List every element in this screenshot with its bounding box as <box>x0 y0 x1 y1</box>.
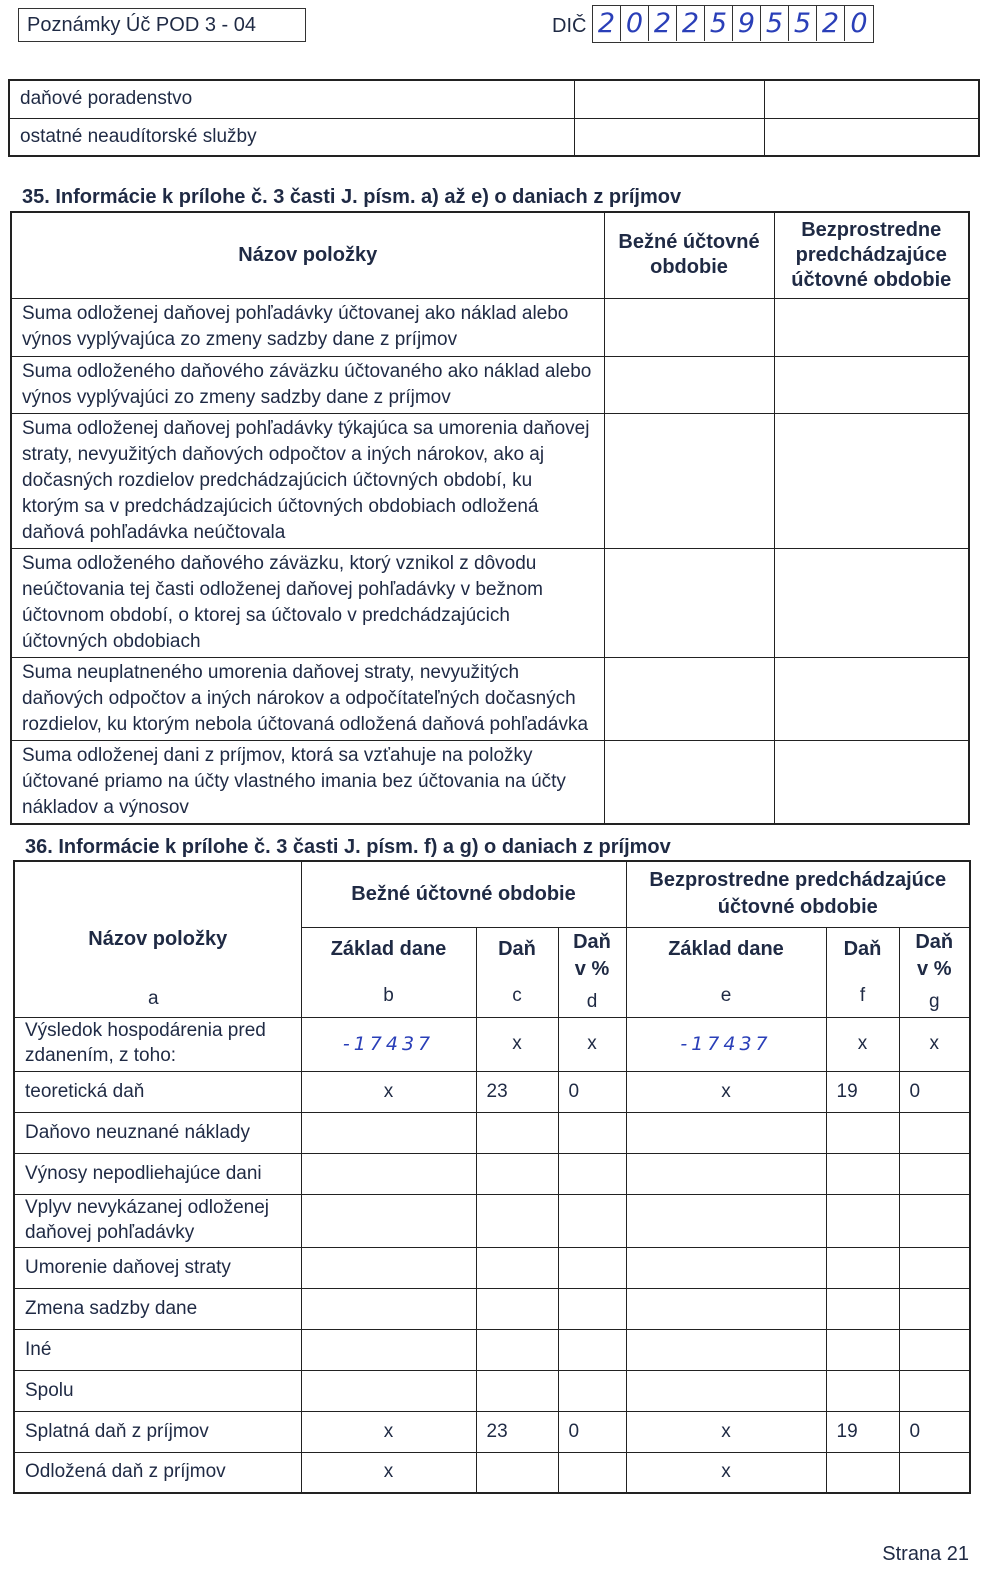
column-letter: d <box>586 991 598 1013</box>
subheader-label: Daň v % <box>915 931 954 981</box>
current-value-cell[interactable] <box>604 413 774 548</box>
base-current-cell[interactable] <box>301 1329 476 1370</box>
row-description: Suma odloženej daňovej pohľadávky týkajúca sa umorenia daňovej straty, nevyužitých daňových odpočtov a iných nárokov, ako aj dočasných rozdielov predchádzajúcich účtovných období, ku ktorým sa v predchádzajúcich účtovných obdobiach odložená daňová pohľadávka neúčtovala <box>11 413 604 548</box>
tax-pct-current-cell[interactable]: 0 <box>558 1411 626 1452</box>
row-description: Suma odloženej daňovej pohľadávky účtovanej ako náklad alebo výnos vyplývajúca zo zmeny sadzby dane z príjmov <box>11 298 604 356</box>
tax-current-cell[interactable] <box>476 1329 558 1370</box>
row-description: Suma odloženého daňového záväzku účtovaného ako náklad alebo výnos vyplývajúci zo zmeny sadzby dane z príjmov <box>11 356 604 413</box>
tax-current-cell[interactable]: 23 <box>476 1071 558 1112</box>
section-35-table <box>10 211 970 825</box>
section-36-table <box>13 860 971 1494</box>
table-header-row <box>14 861 970 927</box>
tax-pct-previous-cell[interactable] <box>899 1370 970 1411</box>
row-name: Splatná daň z príjmov <box>14 1411 301 1452</box>
tax-previous-cell[interactable] <box>826 1370 899 1411</box>
table-row <box>9 118 979 156</box>
subheader-label: Daň <box>843 937 882 960</box>
tax-current-cell[interactable]: x <box>476 1017 558 1071</box>
tax-pct-previous-cell[interactable]: x <box>899 1017 970 1071</box>
tax-pct-previous-cell[interactable] <box>899 1153 970 1194</box>
services-current-cell[interactable] <box>574 118 764 156</box>
row-name: Iné <box>14 1329 301 1370</box>
dic-digit[interactable]: 5 <box>789 6 817 41</box>
services-previous-cell[interactable] <box>764 80 979 118</box>
tax-current-cell[interactable]: 23 <box>476 1411 558 1452</box>
previous-value-cell[interactable] <box>774 657 969 740</box>
base-previous-cell[interactable] <box>626 1194 826 1247</box>
tax-current-cell[interactable] <box>476 1288 558 1329</box>
table-row <box>9 80 979 118</box>
tax-current-cell[interactable] <box>476 1153 558 1194</box>
current-value-cell[interactable] <box>604 657 774 740</box>
column-letter: c <box>512 984 522 1006</box>
column-letter: f <box>859 984 866 1006</box>
tax-previous-cell[interactable]: 19 <box>826 1071 899 1112</box>
base-previous-cell[interactable]: x <box>626 1071 826 1112</box>
services-row-label: ostatné neaudítorské služby <box>9 118 574 156</box>
base-current-cell[interactable] <box>301 1288 476 1329</box>
table-header-row <box>11 212 969 298</box>
base-current-cell[interactable] <box>301 1370 476 1411</box>
tax-current-cell[interactable] <box>476 1452 558 1493</box>
tax-previous-cell[interactable]: x <box>826 1017 899 1071</box>
previous-value-cell[interactable] <box>774 298 969 356</box>
base-previous-cell[interactable] <box>626 1247 826 1288</box>
column-header-base <box>626 927 826 1017</box>
column-header-tax-pct <box>899 927 970 1017</box>
dic-digit[interactable]: 0 <box>621 6 649 41</box>
base-previous-cell[interactable] <box>626 1370 826 1411</box>
table-row <box>11 298 969 356</box>
column-header-tax <box>826 927 899 1017</box>
column-letter: a <box>148 988 159 1009</box>
page-number: Strana 21 <box>882 1543 969 1565</box>
column-header-name-label: Názov položky <box>88 927 228 950</box>
current-value-cell[interactable] <box>604 740 774 824</box>
dic-digit[interactable]: 2 <box>649 6 677 41</box>
base-previous-cell[interactable]: x <box>626 1452 826 1493</box>
previous-value-cell[interactable] <box>774 356 969 413</box>
row-name: teoretická daň <box>14 1071 301 1112</box>
base-previous-cell[interactable]: x <box>626 1411 826 1452</box>
tax-previous-cell[interactable] <box>826 1112 899 1153</box>
row-description: Suma neuplatneného umorenia daňovej straty, nevyužitých daňových odpočtov a iných nárokov a odpočítateľných dočasných rozdielov, ku ktorým nebola účtovaná odložená daňová pohľadávka <box>11 657 604 740</box>
dic-digit[interactable]: 5 <box>761 6 789 41</box>
tax-pct-previous-cell[interactable]: 0 <box>899 1071 970 1112</box>
tax-previous-cell[interactable] <box>826 1452 899 1493</box>
subheader-label: Daň <box>498 937 536 960</box>
base-previous-cell[interactable] <box>626 1153 826 1194</box>
dic-digit[interactable]: 2 <box>677 6 705 41</box>
tax-pct-current-cell[interactable] <box>558 1194 626 1247</box>
row-name: Daňovo neuznané náklady <box>14 1112 301 1153</box>
column-header-previous: Bezprostredne predchádzajúce účtovné obdobie <box>626 861 970 927</box>
tax-pct-previous-cell[interactable] <box>899 1247 970 1288</box>
column-letter: g <box>928 991 940 1013</box>
row-name: Zmena sadzby dane <box>14 1288 301 1329</box>
tax-current-cell[interactable] <box>476 1112 558 1153</box>
tax-previous-cell[interactable] <box>826 1247 899 1288</box>
current-value-cell[interactable] <box>604 356 774 413</box>
previous-value-cell[interactable] <box>774 740 969 824</box>
base-current-cell[interactable]: x <box>301 1071 476 1112</box>
tax-previous-cell[interactable]: 19 <box>826 1411 899 1452</box>
row-name: Spolu <box>14 1370 301 1411</box>
table-row <box>14 1071 970 1112</box>
tax-pct-previous-cell[interactable] <box>899 1329 970 1370</box>
tax-pct-current-cell[interactable] <box>558 1288 626 1329</box>
column-header-tax <box>476 927 558 1017</box>
dic-digit[interactable]: 2 <box>817 6 845 41</box>
dic-digit[interactable]: 2 <box>593 6 621 41</box>
form-title-box <box>18 8 306 42</box>
base-current-cell[interactable] <box>301 1153 476 1194</box>
tax-pct-previous-cell[interactable]: 0 <box>899 1411 970 1452</box>
tax-pct-current-cell[interactable]: x <box>558 1017 626 1071</box>
row-name: Umorenie daňovej straty <box>14 1247 301 1288</box>
tax-pct-current-cell[interactable] <box>558 1112 626 1153</box>
form-title: Poznámky Úč POD 3 - 04 <box>27 14 256 36</box>
tax-pct-current-cell[interactable] <box>558 1370 626 1411</box>
table-row <box>14 1017 970 1071</box>
table-row <box>14 1112 970 1153</box>
table-row <box>14 1194 970 1247</box>
services-previous-cell[interactable] <box>764 118 979 156</box>
dic-digit[interactable]: 0 <box>850 8 868 39</box>
previous-value-cell[interactable] <box>774 413 969 548</box>
column-header-tax-pct <box>558 927 626 1017</box>
tax-pct-current-cell[interactable] <box>558 1247 626 1288</box>
tax-pct-previous-cell[interactable] <box>899 1112 970 1153</box>
column-header-name: Názov položky <box>11 212 604 298</box>
section-36-title: 36. Informácie k prílohe č. 3 časti J. písm. f) a g) o daniach z príjmov <box>25 836 671 858</box>
tax-previous-cell[interactable] <box>826 1153 899 1194</box>
base-current-cell[interactable] <box>301 1112 476 1153</box>
table-row <box>14 1288 970 1329</box>
column-header-current: Bežné účtovné obdobie <box>301 861 626 927</box>
column-header-base <box>301 927 476 1017</box>
table-row <box>14 1411 970 1452</box>
table-row <box>11 740 969 824</box>
table-row <box>14 1370 970 1411</box>
tax-pct-previous-cell[interactable] <box>899 1288 970 1329</box>
subheader-label: Základ dane <box>330 937 447 960</box>
tax-previous-cell[interactable] <box>826 1194 899 1247</box>
current-value-cell[interactable] <box>604 298 774 356</box>
column-letter: b <box>383 984 394 1006</box>
base-current-cell[interactable]: x <box>301 1411 476 1452</box>
tax-previous-cell[interactable] <box>826 1288 899 1329</box>
row-name: Vplyv nevykázanej odloženej daňovej pohľadávky <box>14 1194 301 1247</box>
services-table <box>8 79 980 157</box>
current-value-cell[interactable] <box>604 548 774 657</box>
column-letter: e <box>720 984 732 1006</box>
base-current-cell[interactable] <box>301 1194 476 1247</box>
table-row <box>14 1153 970 1194</box>
row-description: Suma odloženej dani z príjmov, ktorá sa vzťahuje na položky účtované priamo na účty vlastného imania bez účtovania na účty nákladov a výnosov <box>11 740 604 824</box>
base-current-cell[interactable]: x <box>301 1452 476 1493</box>
dic-label: DIČ <box>552 15 587 37</box>
column-header-previous: Bezprostredne predchádzajúce účtovné obdobie <box>774 212 969 298</box>
base-previous-cell[interactable] <box>626 1329 826 1370</box>
tax-previous-cell[interactable] <box>826 1329 899 1370</box>
services-current-cell[interactable] <box>574 80 764 118</box>
dic-digit-boxes <box>592 5 874 43</box>
tax-pct-previous-cell[interactable] <box>899 1452 970 1493</box>
tax-pct-previous-cell[interactable] <box>899 1194 970 1247</box>
tax-current-cell[interactable] <box>476 1247 558 1288</box>
table-row <box>14 1247 970 1288</box>
table-row <box>11 548 969 657</box>
table-row <box>11 413 969 548</box>
tax-pct-current-cell[interactable] <box>558 1329 626 1370</box>
subheader-label: Daň v % <box>573 931 611 981</box>
row-name: Výnosy nepodliehajúce dani <box>14 1153 301 1194</box>
tax-pct-current-cell[interactable] <box>558 1452 626 1493</box>
table-row <box>14 1452 970 1493</box>
subheader-label: Základ dane <box>668 937 784 960</box>
previous-value-cell[interactable] <box>774 548 969 657</box>
section-35-title: 35. Informácie k prílohe č. 3 časti J. písm. a) až e) o daniach z príjmov <box>22 186 682 208</box>
column-header-current: Bežné účtovné obdobie <box>604 212 774 298</box>
dic-digit[interactable]: 9 <box>733 6 761 41</box>
base-previous-cell[interactable] <box>626 1112 826 1153</box>
services-row-label: daňové poradenstvo <box>9 80 574 118</box>
dic-digit[interactable]: 5 <box>705 6 733 41</box>
handwritten-base-previous[interactable]: -17437 <box>626 1017 826 1071</box>
tax-pct-current-cell[interactable] <box>558 1153 626 1194</box>
row-name: Odložená daň z príjmov <box>14 1452 301 1493</box>
handwritten-base-current[interactable]: -17437 <box>301 1017 476 1071</box>
row-name: Výsledok hospodárenia pred zdanením, z toho: <box>14 1017 301 1071</box>
table-row <box>14 1329 970 1370</box>
tax-current-cell[interactable] <box>476 1194 558 1247</box>
tax-current-cell[interactable] <box>476 1370 558 1411</box>
table-row <box>11 356 969 413</box>
table-row <box>11 657 969 740</box>
tax-pct-current-cell[interactable]: 0 <box>558 1071 626 1112</box>
base-current-cell[interactable] <box>301 1247 476 1288</box>
base-previous-cell[interactable] <box>626 1288 826 1329</box>
row-description: Suma odloženého daňového záväzku, ktorý vznikol z dôvodu neúčtovania tej časti odloženej daňovej pohľadávky v bežnom účtovnom období, o ktorej sa účtovalo v predchádzajúcich účtovných obdobiach <box>11 548 604 657</box>
